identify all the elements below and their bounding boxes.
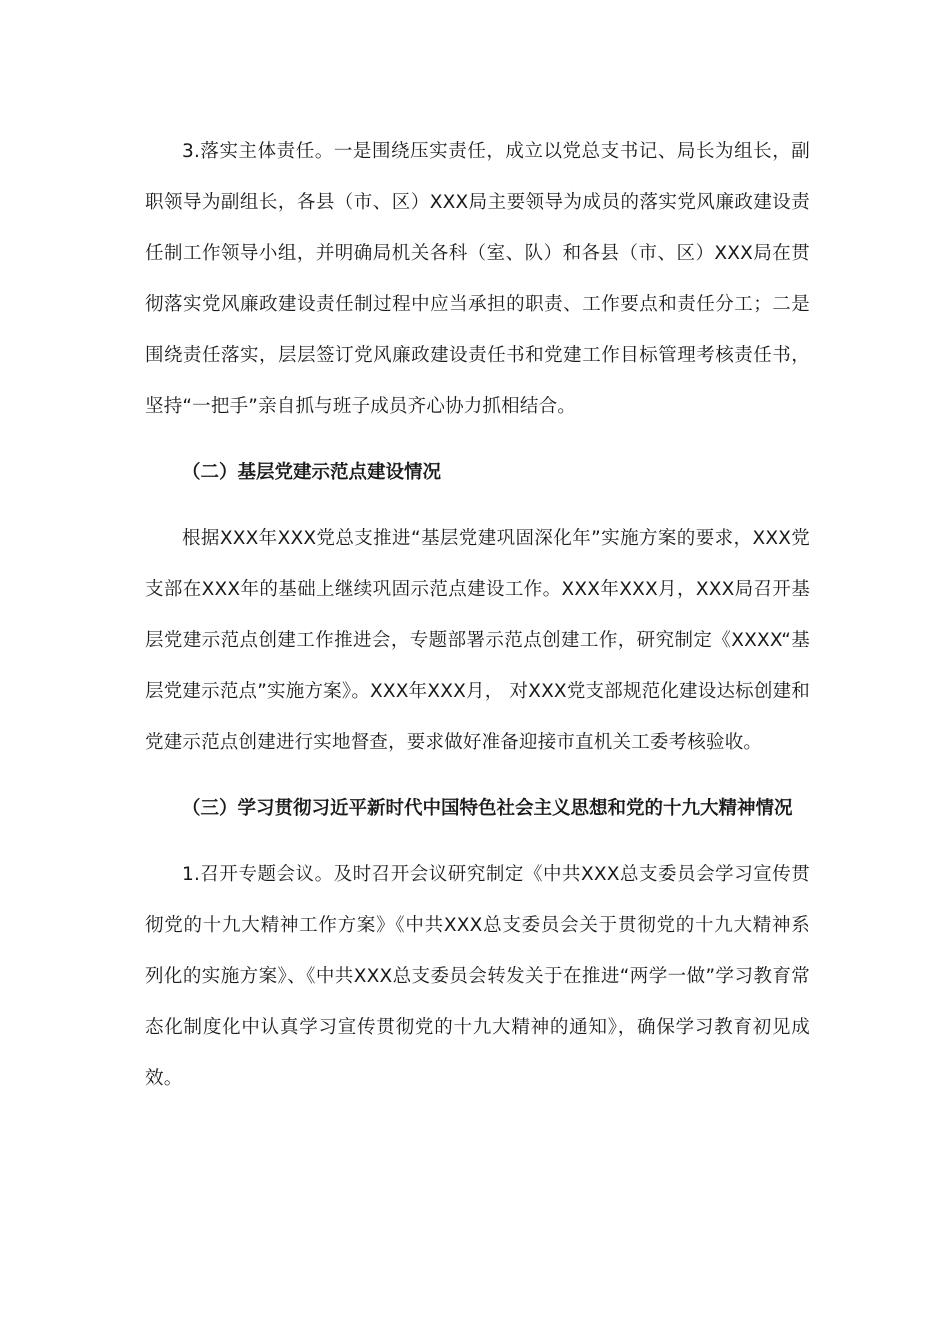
section-heading-study: （三）学习贯彻习近平新时代中国特色社会主义思想和党的十九大精神情况 [182,798,793,819]
document-body [145,126,810,1104]
paragraph-responsibility: 3.落实主体责任。一是围绕压实责任，成立以党总支书记、局长为组长，副职领导为副组长，各县（市、区）XXX局主要领导为成员的落实党风廉政建设责任制工作领导小组，并明确局机关各科（室、队）和各县（市、区）XXX局在贯彻落实党风廉政建设责任制过程中应当承担的职责、工作要点和责任分工；二是围绕责任落实，层层签订党风廉政建设责任书和党建工作目标管理考核责任书，坚持“一把手”亲自抓与班子成员齐心协力抓相结合。 [145,141,810,417]
section-heading-demonstration: （二）基层党建示范点建设情况 [182,462,442,483]
paragraph-meeting: 1.召开专题会议。及时召开会议研究制定《中共XXX总支委员会学习宣传贯彻党的十九大精神工作方案》《中共XXX总支委员会关于贯彻党的十九大精神系列化的实施方案》、《中共XXX总支委员会转发关于在推进“两学一做”学习教育常态化制度化中认真学习宣传贯彻党的十九大精神的通知》，确保学习教育初见成效。 [145,864,810,1089]
paragraph-demonstration: 根据XXX年XXX党总支推进“基层党建巩固深化年”实施方案的要求，XXX党支部在XXX年的基础上继续巩固示范点建设工作。XXX年XXX月，XXX局召开基层党建示范点创建工作推进会，专题部署示范点创建工作，研究制定《XXXX“基层党建示范点”实施方案》。XXX年XXX月， 对XXX党支部规范化建设达标创建和党建示范点创建进行实地督查，要求做好准备迎接市直机关工委考核验收。 [145,528,810,753]
